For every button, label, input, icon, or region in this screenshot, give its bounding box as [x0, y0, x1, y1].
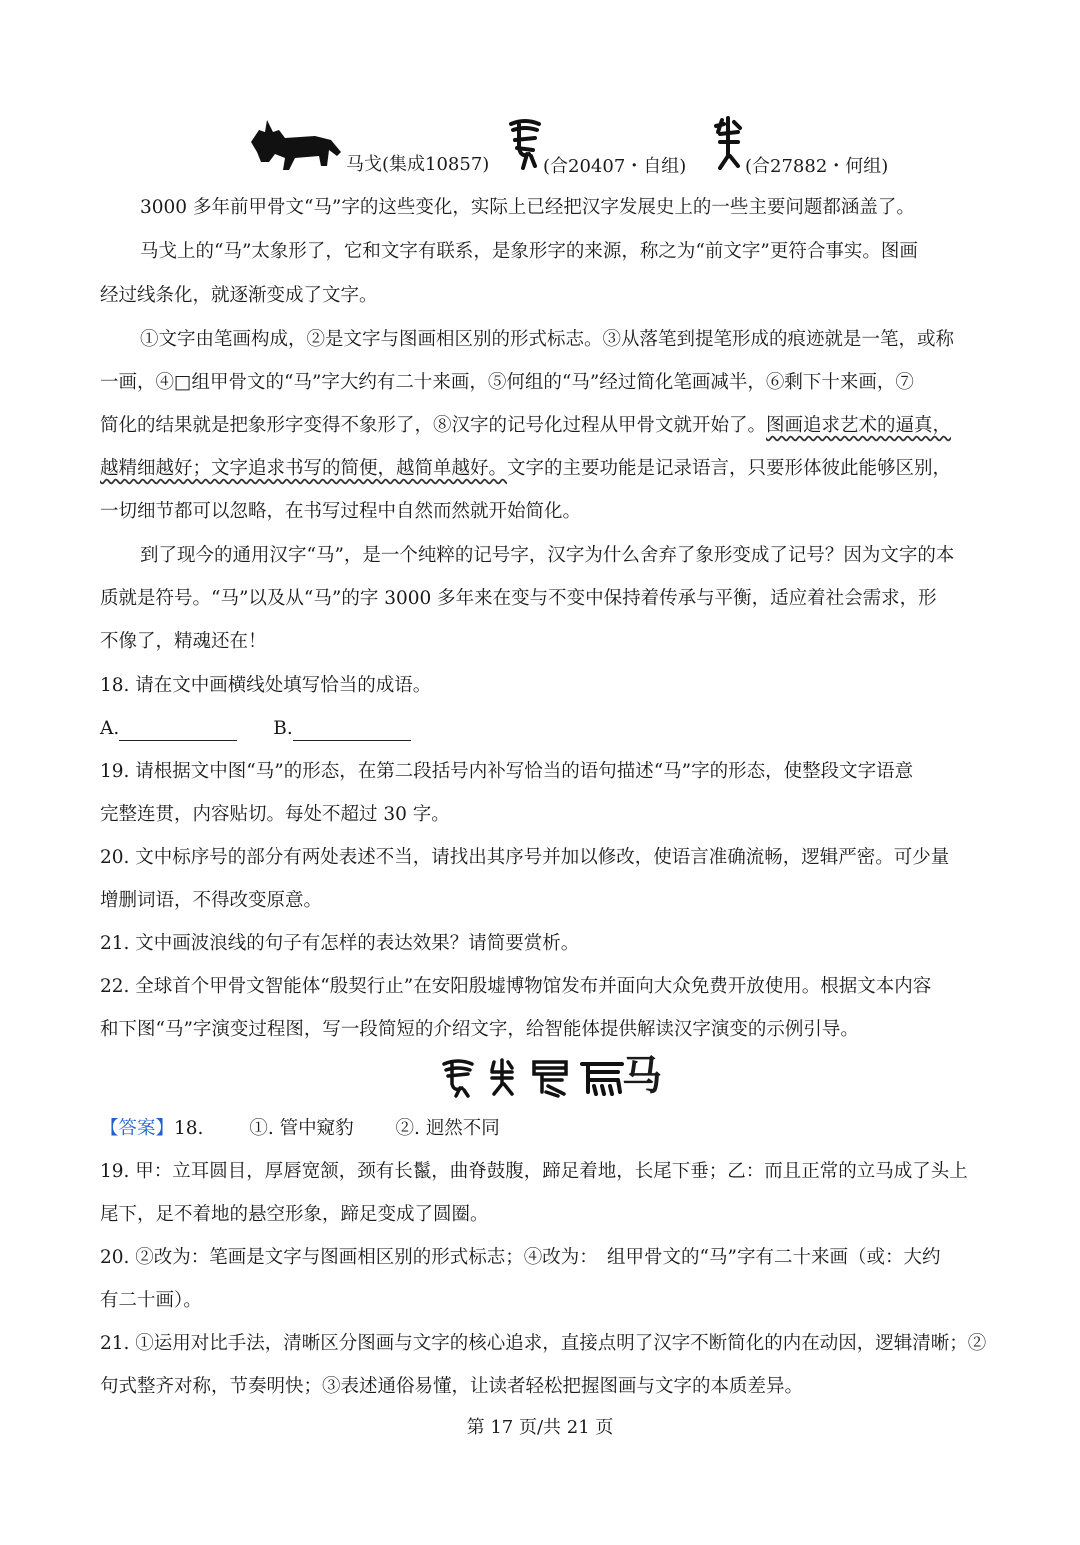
wavy-underline-sentence-part-1: 图画追求艺术的逼真，: [766, 415, 952, 436]
oracle-horse-glyph-1: [505, 118, 545, 170]
evolution-glyph-seal: [578, 1058, 626, 1098]
question-20-line-2: 增删词语，不得改变原意。: [100, 890, 323, 911]
question-22-line-2: 和下图“马”字演变过程图，写一段简短的介绍文字，给智能体提供解读汉字演变的示例引导。: [100, 1019, 859, 1040]
para-4-line-3: 不像了，精魂还在！: [100, 631, 267, 652]
answer-18-number: 18.: [174, 1118, 204, 1139]
evolution-glyph-modern: 马: [622, 1053, 662, 1099]
caption-3: (合27882・何组): [745, 156, 889, 177]
question-20-line-1: 20. 文中标序号的部分有两处表述不当，请找出其序号并加以修改，使语言准确流畅，逻辑严密。可少量: [100, 847, 950, 868]
question-21: 21. 文中画波浪线的句子有怎样的表达效果？请简要赏析。: [100, 933, 580, 954]
evolution-glyph-oracle-2: [484, 1058, 520, 1098]
answer-19-line-2: 尾下，足不着地的悬空形象，蹄足变成了圆圈。: [100, 1204, 489, 1225]
page-footer: 第 17 页/共 21 页: [466, 1417, 614, 1438]
question-18-blanks: [100, 717, 447, 741]
wavy-underline-sentence-part-2: 越精细越好；文字追求书写的简便，越简单越好。: [100, 458, 508, 479]
blank-b-label: B.: [273, 718, 293, 739]
para-3-line-4-text: 文字的主要功能是记录语言，只要形体彼此能够区别，: [507, 458, 952, 479]
question-19-line-2: 完整连贯，内容贴切。每处不超过 30 字。: [100, 804, 450, 825]
answer-18: [100, 1117, 500, 1141]
para-3-line-4: [100, 457, 951, 481]
para-3-line-3: [100, 414, 951, 438]
para-1: 3000 多年前甲骨文“马”字的这些变化，实际上已经把汉字发展史上的一些主要问题都涵盖了。: [140, 197, 915, 218]
para-3-line-1: ①文字由笔画构成，②是文字与图画相区别的形式标志。③从落笔到提笔形成的痕迹就是一笔，或称: [140, 329, 955, 350]
caption-1: 马戈(集成10857): [346, 154, 490, 175]
question-22-line-1: 22. 全球首个甲骨文智能体“殷契行止”在安阳殷墟博物馆发布并面向大众免费开放使用。根据文本内容: [100, 976, 932, 997]
blank-a-label: A.: [100, 718, 120, 739]
question-18: 18. 请在文中画横线处填写恰当的成语。: [100, 675, 432, 696]
answer-18-1: ①. 管中窥豹: [249, 1118, 354, 1139]
para-3-line-2: 一画，④□组甲骨文的“马”字大约有二十来画，⑤何组的“马”经过简化笔画减半，⑥剩下十来画，⑦: [100, 372, 914, 393]
answer-21-line-2: 句式整齐对称，节奏明快；③表述通俗易懂，让读者轻松把握图画与文字的本质差异。: [100, 1376, 804, 1397]
caption-2: (合20407・自组): [543, 156, 687, 177]
blank-a-line: [119, 722, 237, 741]
para-2-line-1: 马戈上的“马”太象形了，它和文字有联系，是象形字的来源，称之为“前文字”更符合事实。图画: [140, 241, 918, 262]
horse-bronze-image: [245, 112, 345, 174]
para-4-line-1: 到了现今的通用汉字“马”，是一个纯粹的记号字，汉字为什么舍弃了象形变成了记号？因为文字的本: [140, 545, 955, 566]
evolution-glyph-oracle-1: [440, 1058, 476, 1098]
answer-tag: 【答案】: [100, 1118, 175, 1139]
para-3-line-3-text: 简化的结果就是把象形字变得不象形了，⑧汉字的记号化过程从甲骨文就开始了。: [100, 415, 767, 436]
blank-b-line: [293, 722, 411, 741]
answer-19-line-1: 19. 甲：立耳圆目，厚唇宽颔，颈有长鬣，曲脊鼓腹，蹄足着地，长尾下垂；乙：而且正常的立马成了头上: [100, 1161, 968, 1182]
answer-20-line-2: 有二十画）。: [100, 1290, 202, 1311]
question-19-line-1: 19. 请根据文中图“马”的形态，在第二段括号内补写恰当的语句描述“马”字的形态，使整段文字语意: [100, 761, 914, 782]
para-2-line-2: 经过线条化，就逐渐变成了文字。: [100, 285, 378, 306]
para-3-line-5: 一切细节都可以忽略，在书写过程中自然而然就开始简化。: [100, 501, 582, 522]
oracle-horse-glyph-2: [710, 116, 746, 170]
para-4-line-2: 质就是符号。“马”以及从“马”的字 3000 多年来在变与不变中保持着传承与平衡，适应着社会需求，形: [100, 588, 937, 609]
answer-20-line-1: 20. ②改为：笔画是文字与图画相区别的形式标志；④改为： 组甲骨文的“马”字有二十来画（或：大约: [100, 1247, 941, 1268]
evolution-glyph-bronze: [528, 1058, 572, 1098]
answer-21-line-1: 21. ①运用对比手法，清晰区分图画与文字的核心追求，直接点明了汉字不断简化的内在动因，逻辑清晰；②: [100, 1333, 987, 1354]
answer-18-2: ②. 迥然不同: [395, 1118, 500, 1139]
